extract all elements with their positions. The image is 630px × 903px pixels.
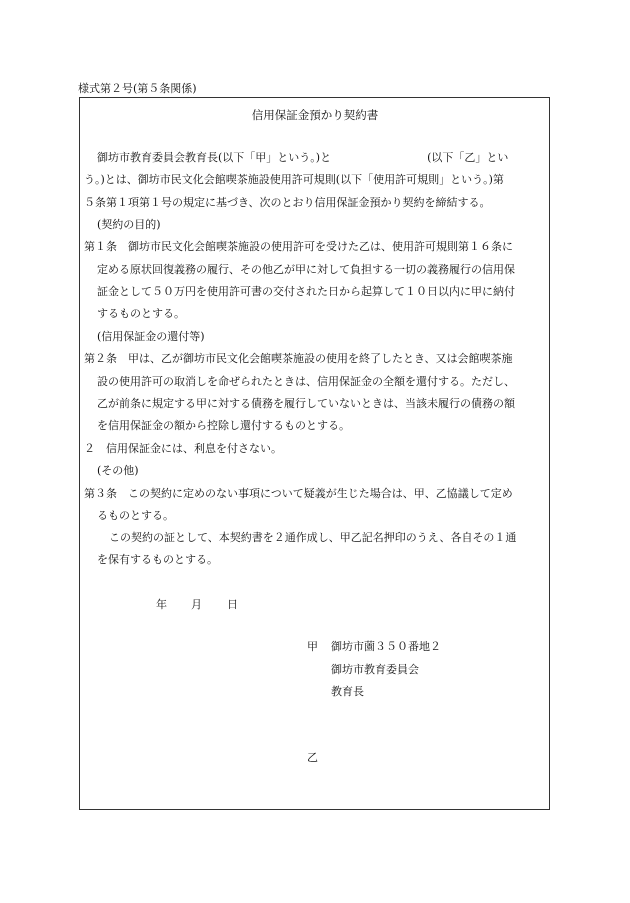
article-1-line-2: 定める原状回復義務の履行、その他乙が甲に対して負担する一切の義務履行の信用保 [97,263,515,276]
party-a-position: 教育長 [331,685,364,698]
date-day-label: 日 [227,598,238,611]
document-title: 信用保証金預かり契約書 [251,108,379,122]
article-2-line-2: 設の使用許可の取消しを命ぜられたときは、信用保証金の全額を還付する。ただし、 [97,375,515,388]
party-b-label: 乙 [307,751,318,764]
intro-line-3: ５条第１項第１号の規定に基づき、次のとおり信用保証金預かり契約を締結する。 [84,196,491,209]
intro-line-2: う。)とは、御坊市民文化会館喫茶施設使用許可規則(以下「使用許可規則」という。)第 [84,173,504,186]
date-year-label: 年 [156,598,167,611]
intro-line-1-part-1: 御坊市教育委員会教育長(以下「甲」という。)と [97,151,332,164]
article-1-line-1: 第１条 御坊市民文化会館喫茶施設の使用許可を受けた乙は、使用許可規則第１６条に [84,240,513,253]
article-2-heading: (信用保証金の還付等) [97,330,205,343]
closing-line-2: を保有するものとする。 [97,553,218,566]
party-a-organization: 御坊市教育委員会 [331,663,419,676]
intro-line-1-part-2: (以下「乙」とい [427,151,509,164]
intro-line-1 [97,151,508,165]
article-3-heading: (その他) [97,464,139,477]
article-2-line-4: を信用保証金の額から控除し還付するものとする。 [97,419,350,432]
article-2-paragraph-2: ２ 信用保証金には、利息を付さない。 [84,442,282,455]
article-2-line-3: 乙が前条に規定する甲に対する債務を履行していないときは、当該未履行の債務の額 [97,397,515,410]
article-1-heading: (契約の目的) [97,218,161,231]
date-month-label: 月 [191,598,202,611]
article-2-line-1: 第２条 甲は、乙が御坊市民文化会館喫茶施設の使用を終了したとき、又は会館喫茶施 [84,352,513,365]
closing-line-1: この契約の証として、本契約書を２通作成し、甲乙記名押印のうえ、各自その１通 [109,531,517,544]
article-1-line-3: 証金として５０万円を使用許可書の交付された日から起算して１０日以内に甲に納付 [97,285,515,298]
party-a-address: 御坊市薗３５０番地２ [331,640,441,653]
article-3-line-2: るものとする。 [97,509,174,522]
article-1-line-4: するものとする。 [97,307,185,320]
party-a-label: 甲 [307,640,318,653]
article-3-line-1: 第３条 この契約に定めのない事項について疑義が生じた場合は、甲、乙協議して定め [84,487,513,500]
form-number-label: 様式第２号(第５条関係) [78,82,197,95]
